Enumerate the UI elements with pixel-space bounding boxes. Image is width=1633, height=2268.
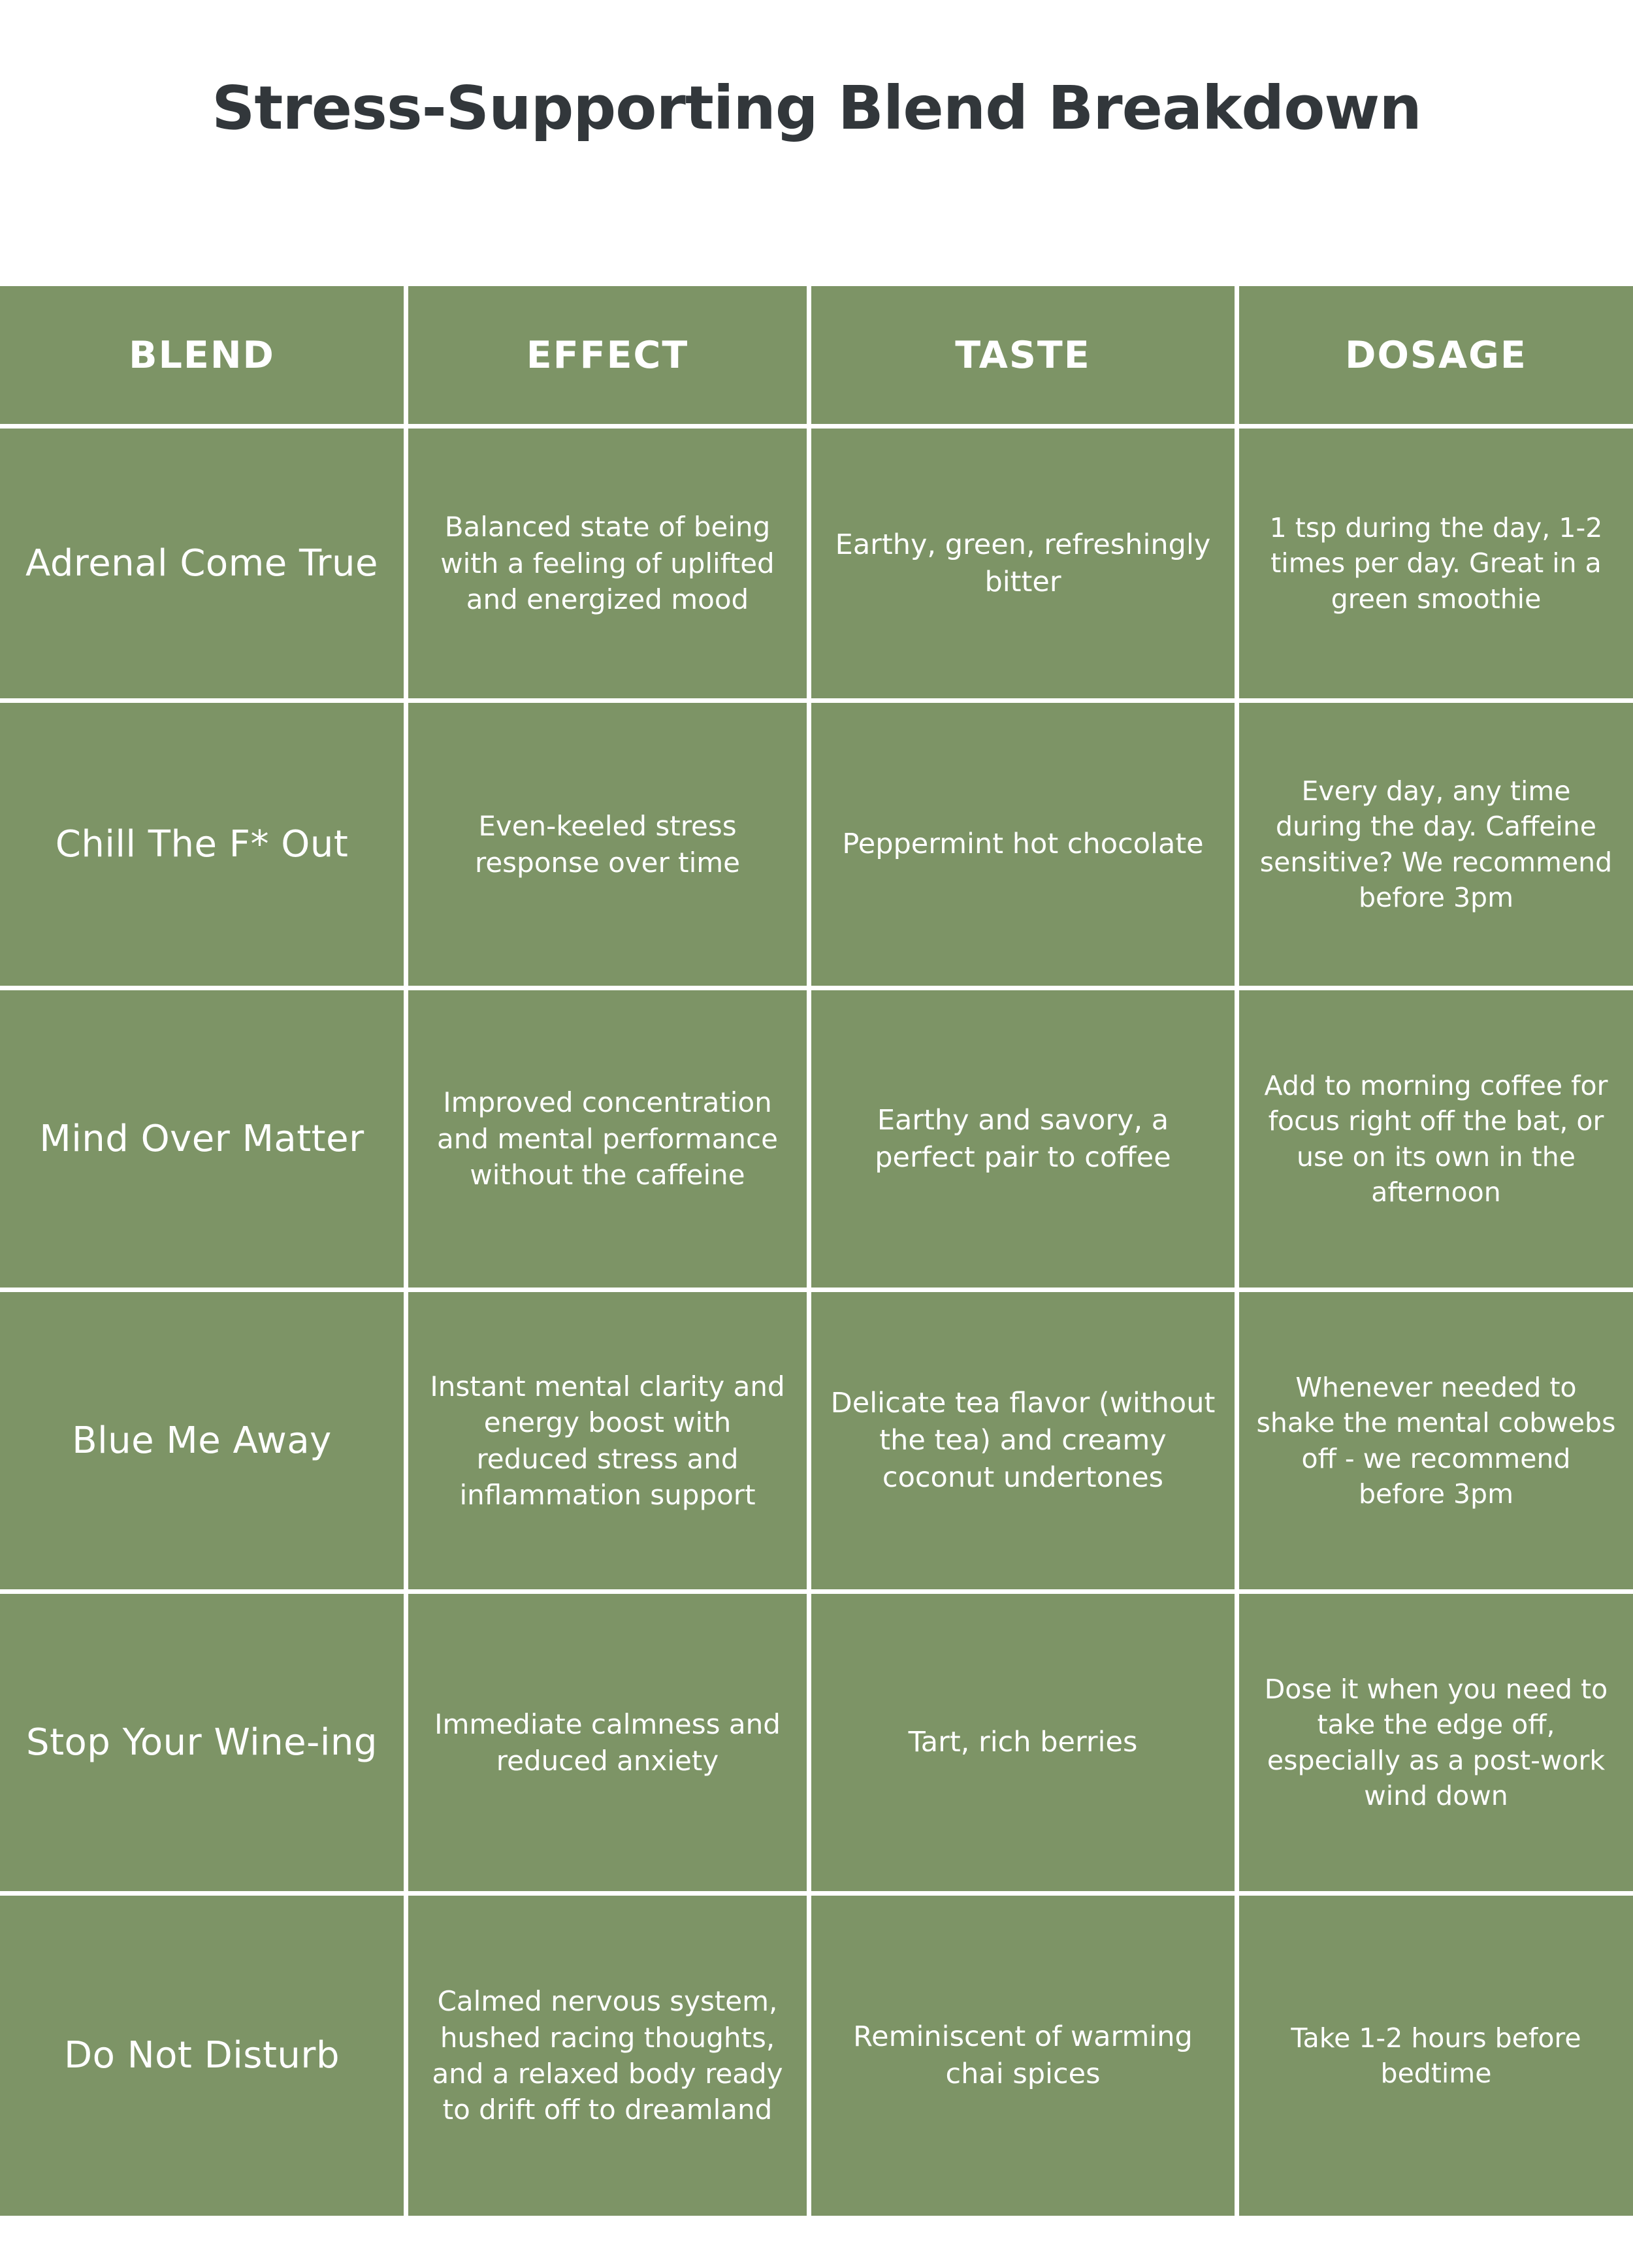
cell-taste: Peppermint hot chocolate xyxy=(811,703,1239,990)
cell-taste: Earthy, green, refreshingly bitter xyxy=(811,429,1239,703)
cell-effect: Improved concentration and mental performance without the caffeine xyxy=(408,990,811,1292)
cell-blend: Blue Me Away xyxy=(0,1292,408,1594)
cell-effect: Even-keeled stress response over time xyxy=(408,703,811,990)
cell-dosage: Dose it when you need to take the edge off, especially as a post-work wind down xyxy=(1239,1594,1633,1896)
blend-table-container xyxy=(0,286,1633,2216)
cell-dosage: Take 1-2 hours before bedtime xyxy=(1239,1896,1633,2216)
cell-dosage: Add to morning coffee for focus right off the bat, or use on its own in the afternoon xyxy=(1239,990,1633,1292)
cell-blend: Chill The F* Out xyxy=(0,703,408,990)
cell-taste: Delicate tea flavor (without the tea) and creamy coconut undertones xyxy=(811,1292,1239,1594)
cell-blend: Mind Over Matter xyxy=(0,990,408,1292)
cell-taste: Tart, rich berries xyxy=(811,1594,1239,1896)
cell-blend: Do Not Disturb xyxy=(0,1896,408,2216)
column-header-blend: BLEND xyxy=(0,286,408,429)
cell-effect: Instant mental clarity and energy boost with reduced stress and inflammation support xyxy=(408,1292,811,1594)
cell-blend: Adrenal Come True xyxy=(0,429,408,703)
cell-taste: Reminiscent of warming chai spices xyxy=(811,1896,1239,2216)
table-row xyxy=(0,1896,1633,2216)
table-row xyxy=(0,1292,1633,1594)
table-body xyxy=(0,429,1633,2216)
page-title: Stress-Supporting Blend Breakdown xyxy=(212,73,1421,143)
table-row xyxy=(0,990,1633,1292)
cell-effect: Balanced state of being with a feeling of uplifted and energized mood xyxy=(408,429,811,703)
cell-effect: Immediate calmness and reduced anxiety xyxy=(408,1594,811,1896)
table-row xyxy=(0,1594,1633,1896)
column-header-dosage: DOSAGE xyxy=(1239,286,1633,429)
cell-taste: Earthy and savory, a perfect pair to coffee xyxy=(811,990,1239,1292)
column-header-taste: TASTE xyxy=(811,286,1239,429)
column-header-effect: EFFECT xyxy=(408,286,811,429)
cell-dosage: 1 tsp during the day, 1-2 times per day. Great in a green smoothie xyxy=(1239,429,1633,703)
table-row xyxy=(0,429,1633,703)
table-header xyxy=(0,286,1633,429)
table-header-row xyxy=(0,286,1633,429)
table-row xyxy=(0,703,1633,990)
cell-blend: Stop Your Wine-ing xyxy=(0,1594,408,1896)
cell-dosage: Whenever needed to shake the mental cobwebs off - we recommend before 3pm xyxy=(1239,1292,1633,1594)
cell-effect: Calmed nervous system, hushed racing thoughts, and a relaxed body ready to drift off to dreamland xyxy=(408,1896,811,2216)
blend-breakdown-table xyxy=(0,286,1633,2216)
cell-dosage: Every day, any time during the day. Caffeine sensitive? We recommend before 3pm xyxy=(1239,703,1633,990)
